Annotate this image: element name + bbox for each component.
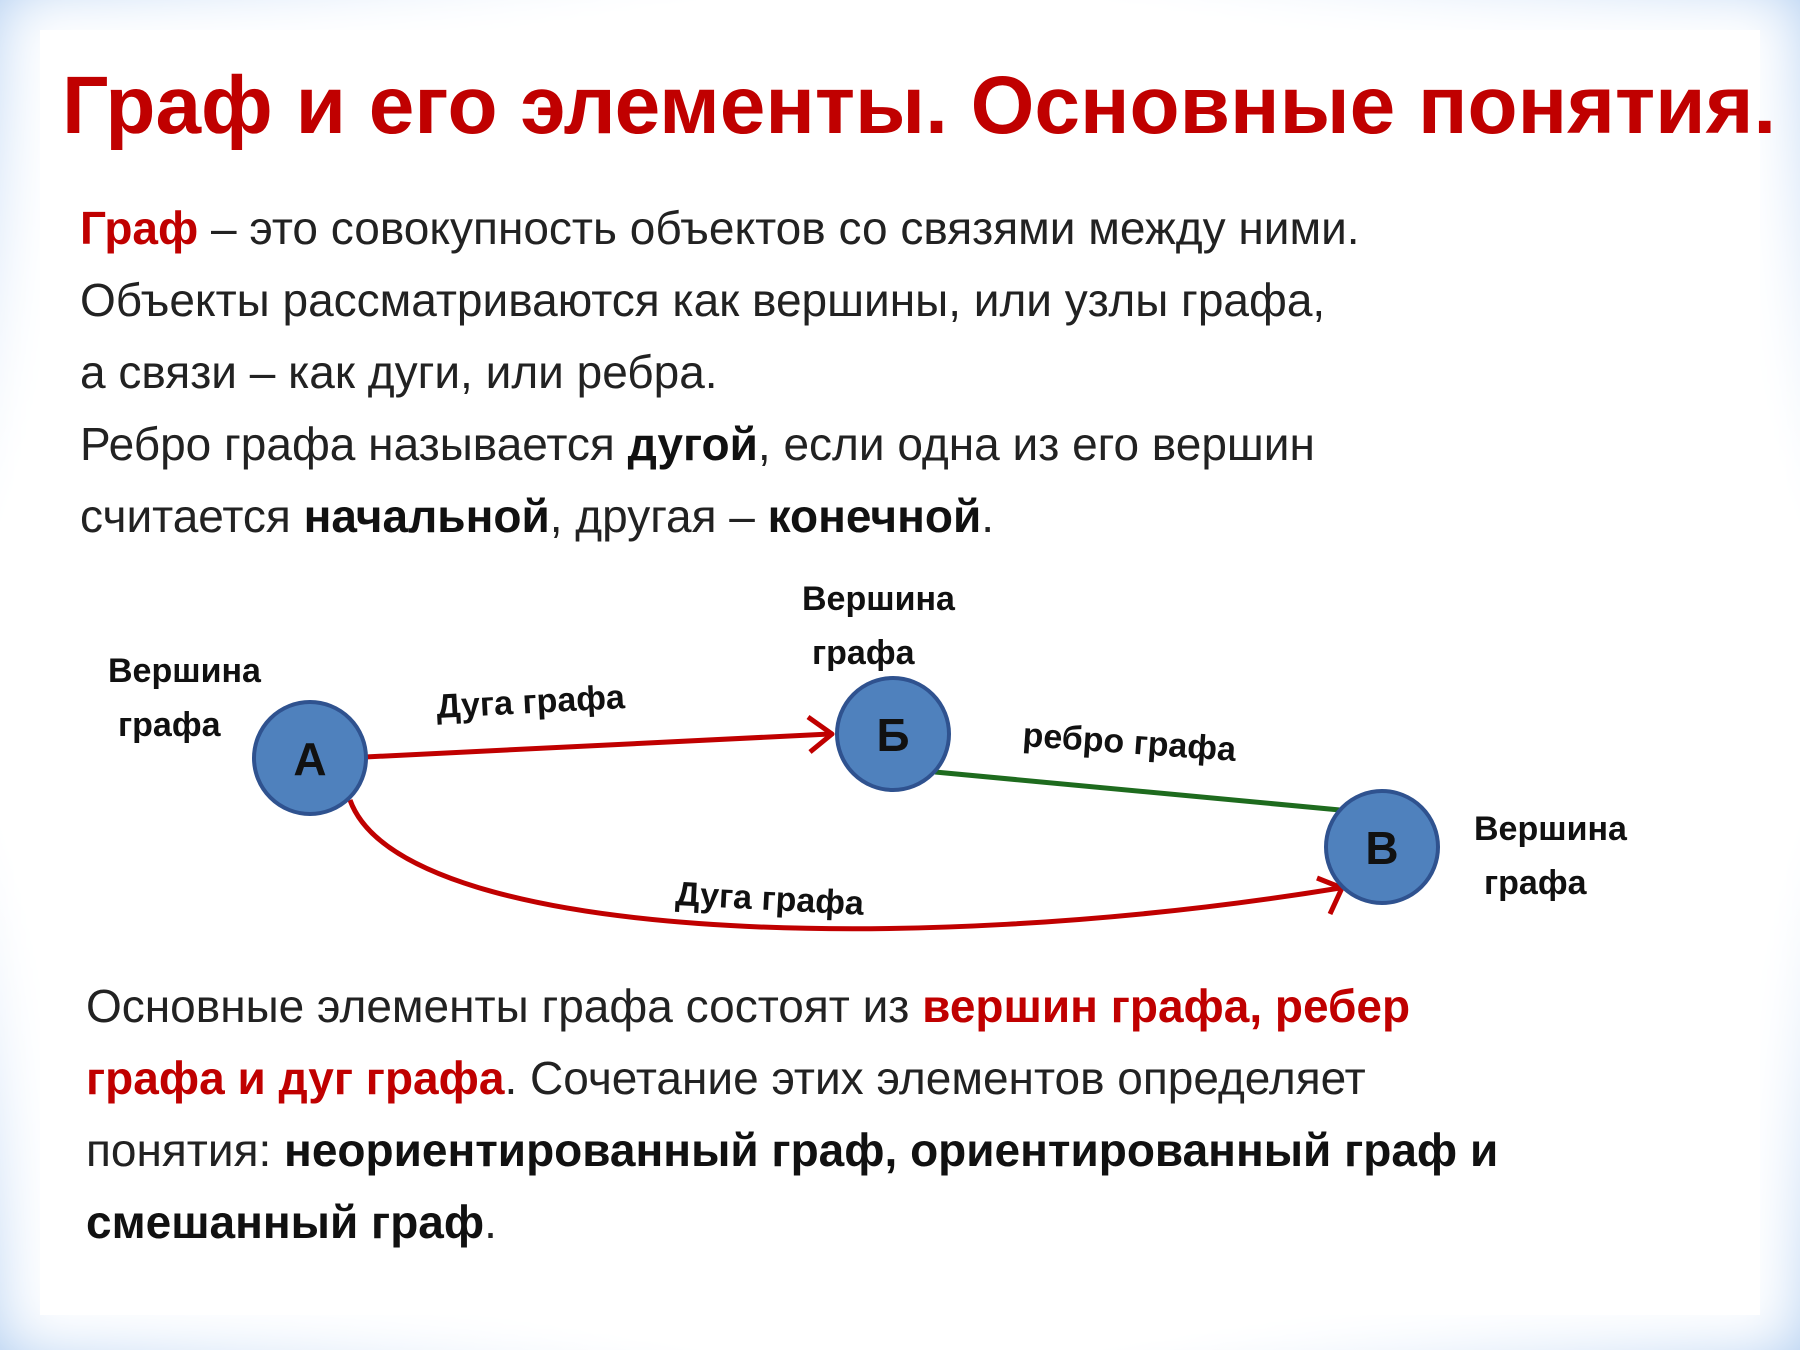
node-b-letter: Б — [876, 709, 910, 761]
summary-line-1 — [86, 970, 1746, 1042]
summary-line-4-end: . — [484, 1196, 497, 1248]
node-b-label-line-2: графа — [812, 634, 915, 672]
summary-line-1-text: Основные элементы графа состоят из — [86, 980, 923, 1032]
node-c-label-line-2: графа — [1484, 864, 1587, 902]
node-c-label-line-1: Вершина — [1474, 810, 1627, 848]
node-a-label-line-2: графа — [118, 706, 221, 744]
definition-line-4 — [80, 408, 1720, 480]
term-start: начальной — [303, 490, 550, 542]
arc-a-to-c-label: Дуга графа — [674, 875, 865, 923]
definition-line-1 — [80, 192, 1720, 264]
definition-line-5-c: . — [981, 490, 995, 542]
summary-line-3-bold: неориентированный граф, ориентированный граф и — [284, 1124, 1499, 1176]
page-title: Граф и его элементы. Основные понятия. — [62, 60, 1777, 151]
summary-line-2-text: . Сочетание этих элементов определяет — [504, 1052, 1366, 1104]
definition-line-3: а связи – как дуги, или ребра. — [80, 346, 718, 398]
definition-line-2: Объекты рассматриваются как вершины, или узлы графа, — [80, 274, 1326, 326]
edge-b-to-c-label: ребро графа — [1021, 716, 1238, 769]
definition-paragraph — [80, 192, 1720, 552]
summary-line-2-highlight: графа и дуг графа — [86, 1052, 505, 1104]
node-c-letter: В — [1365, 822, 1399, 874]
summary-line-4-bold: смешанный граф — [86, 1196, 485, 1248]
node-a-label-line-1: Вершина — [108, 652, 261, 690]
summary-line-3 — [86, 1114, 1746, 1186]
node-a-letter: А — [293, 733, 327, 785]
arc-a-to-b-label: Дуга графа — [435, 678, 626, 726]
summary-line-4 — [86, 1186, 1746, 1258]
edge-b-to-c — [935, 772, 1340, 810]
summary-paragraph — [86, 970, 1746, 1258]
definition-line-5 — [80, 480, 1720, 552]
node-b-label-line-1: Вершина — [802, 580, 955, 618]
definition-line-4-a: Ребро графа называется — [80, 418, 628, 470]
summary-line-2 — [86, 1042, 1746, 1114]
summary-line-3-text: понятия: — [86, 1124, 285, 1176]
term-graph: Граф — [80, 202, 199, 254]
definition-line-5-b: , другая – — [549, 490, 768, 542]
term-end: конечной — [767, 490, 982, 542]
summary-line-1-highlight: вершин графа, ребер — [922, 980, 1411, 1032]
definition-line-5-a: считается — [80, 490, 304, 542]
graph-diagram — [0, 560, 1800, 960]
definition-line-1-text: – это совокупность объектов со связями между ними. — [198, 202, 1360, 254]
definition-line-4-b: , если одна из его вершин — [757, 418, 1315, 470]
arc-a-to-b — [365, 734, 830, 757]
term-arc: дугой — [627, 418, 758, 470]
